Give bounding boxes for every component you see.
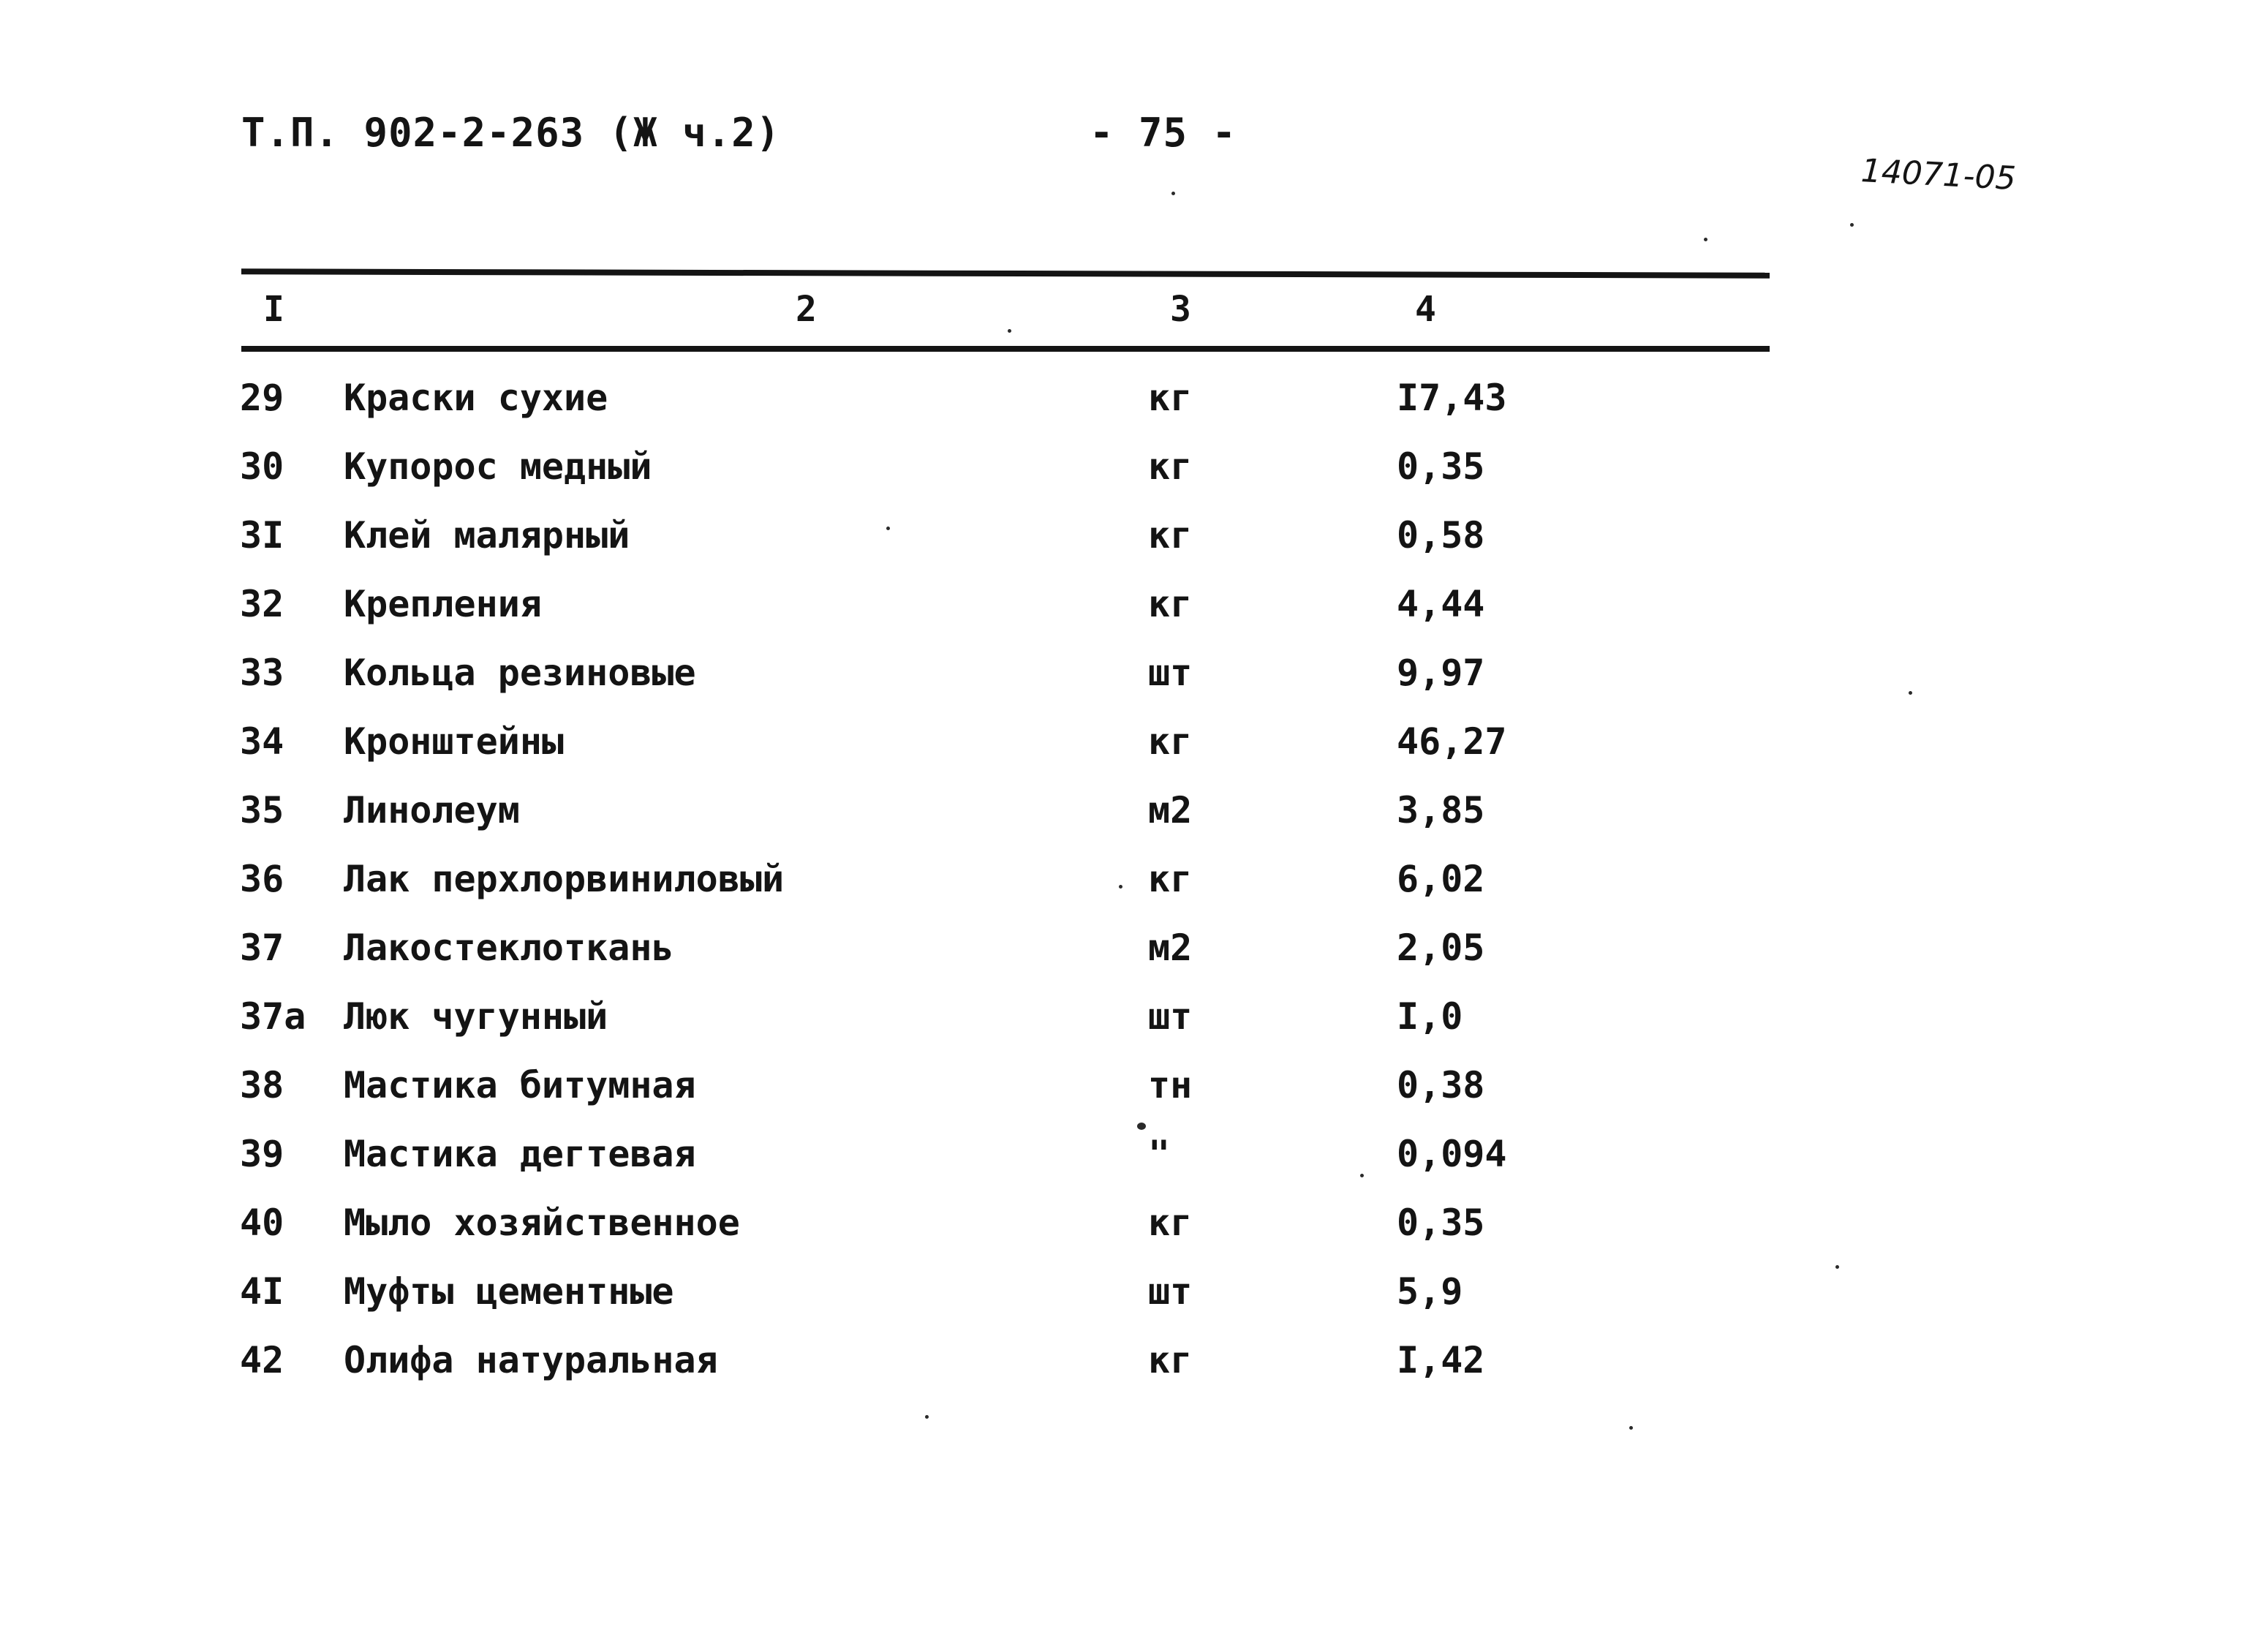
scan-speck (925, 1415, 929, 1419)
row-number: 38 (240, 1064, 284, 1106)
scan-speck (1835, 1265, 1839, 1269)
table-row (0, 927, 2253, 995)
unit: шт (1148, 1270, 1193, 1313)
quantity: 46,27 (1397, 720, 1507, 763)
column-header-2: 2 (796, 289, 817, 330)
unit: кг (1148, 377, 1193, 419)
material-name: Лакостеклоткань (344, 927, 674, 969)
material-name: Линолеум (344, 789, 520, 831)
quantity: 9,97 (1397, 652, 1485, 694)
scan-speck (1629, 1426, 1633, 1430)
unit: кг (1148, 514, 1193, 557)
table-row (0, 652, 2253, 720)
material-name: Лак перхлорвиниловый (344, 858, 785, 900)
row-number: 32 (240, 583, 284, 625)
quantity: 0,58 (1397, 514, 1485, 557)
table-row (0, 514, 2253, 583)
scan-speck (1119, 885, 1122, 889)
table-row (0, 1202, 2253, 1270)
row-number: 33 (240, 652, 284, 694)
row-number: 3I (240, 514, 284, 557)
row-number: 29 (240, 377, 284, 419)
table-row (0, 445, 2253, 514)
material-name: Кольца резиновые (344, 652, 696, 694)
material-name: Олифа натуральная (344, 1339, 718, 1381)
row-number: 37 (240, 927, 284, 969)
material-name: Кронштейны (344, 720, 565, 763)
table-row (0, 583, 2253, 652)
table-row (0, 1064, 2253, 1133)
quantity: 6,02 (1397, 858, 1485, 900)
quantity: 0,38 (1397, 1064, 1485, 1106)
material-name: Купорос медный (344, 445, 652, 488)
row-number: 30 (240, 445, 284, 488)
unit: кг (1148, 858, 1193, 900)
handwritten-code: 14071-05 (1860, 152, 2017, 198)
row-number: 39 (240, 1133, 284, 1175)
quantity: 0,35 (1397, 1202, 1485, 1244)
material-name: Муфты цементные (344, 1270, 674, 1313)
quantity: 4,44 (1397, 583, 1485, 625)
quantity: 5,9 (1397, 1270, 1463, 1313)
table-row (0, 1270, 2253, 1339)
table-row (0, 720, 2253, 789)
scan-speck (1171, 192, 1175, 195)
unit: кг (1148, 1339, 1193, 1381)
quantity: I,42 (1397, 1339, 1485, 1381)
row-number: 35 (240, 789, 284, 831)
quantity: 0,35 (1397, 445, 1485, 488)
scan-speck (1137, 1123, 1146, 1130)
table-header-rule (241, 346, 1770, 352)
table-top-rule (241, 268, 1770, 278)
unit: шт (1148, 995, 1193, 1038)
table-row (0, 1133, 2253, 1202)
material-name: Краски сухие (344, 377, 608, 419)
scan-speck (1008, 329, 1011, 333)
quantity: I7,43 (1397, 377, 1507, 419)
column-header-3: 3 (1170, 289, 1191, 330)
material-name: Мастика дегтевая (344, 1133, 696, 1175)
quantity: I,0 (1397, 995, 1463, 1038)
material-name: Клей малярный (344, 514, 630, 557)
material-name: Мыло хозяйственное (344, 1202, 740, 1244)
unit: шт (1148, 652, 1193, 694)
material-name: Люк чугунный (344, 995, 608, 1038)
scan-speck (1909, 691, 1912, 695)
unit: м2 (1148, 789, 1193, 831)
unit: тн (1148, 1064, 1193, 1106)
row-number: 42 (240, 1339, 284, 1381)
table-row (0, 789, 2253, 858)
quantity: 3,85 (1397, 789, 1485, 831)
quantity: 2,05 (1397, 927, 1485, 969)
unit: кг (1148, 720, 1193, 763)
unit: м2 (1148, 927, 1193, 969)
table-row (0, 1339, 2253, 1408)
unit: кг (1148, 445, 1193, 488)
table-row (0, 995, 2253, 1064)
column-header-1: I (263, 289, 284, 330)
unit: кг (1148, 1202, 1193, 1244)
table-row (0, 377, 2253, 445)
row-number: 40 (240, 1202, 284, 1244)
page-number: - 75 - (1090, 110, 1237, 156)
unit: " (1148, 1133, 1171, 1175)
scan-speck (886, 527, 890, 530)
scan-speck (1360, 1174, 1364, 1177)
scan-speck (1850, 223, 1854, 227)
scan-speck (1704, 238, 1707, 241)
row-number: 37а (240, 995, 306, 1038)
material-name: Крепления (344, 583, 542, 625)
row-number: 4I (240, 1270, 284, 1313)
document-id: Т.П. 902-2-263 (Ж ч.2) (241, 110, 781, 156)
row-number: 36 (240, 858, 284, 900)
column-header-4: 4 (1415, 289, 1436, 330)
unit: кг (1148, 583, 1193, 625)
table-row (0, 858, 2253, 927)
quantity: 0,094 (1397, 1133, 1507, 1175)
material-name: Мастика битумная (344, 1064, 696, 1106)
row-number: 34 (240, 720, 284, 763)
